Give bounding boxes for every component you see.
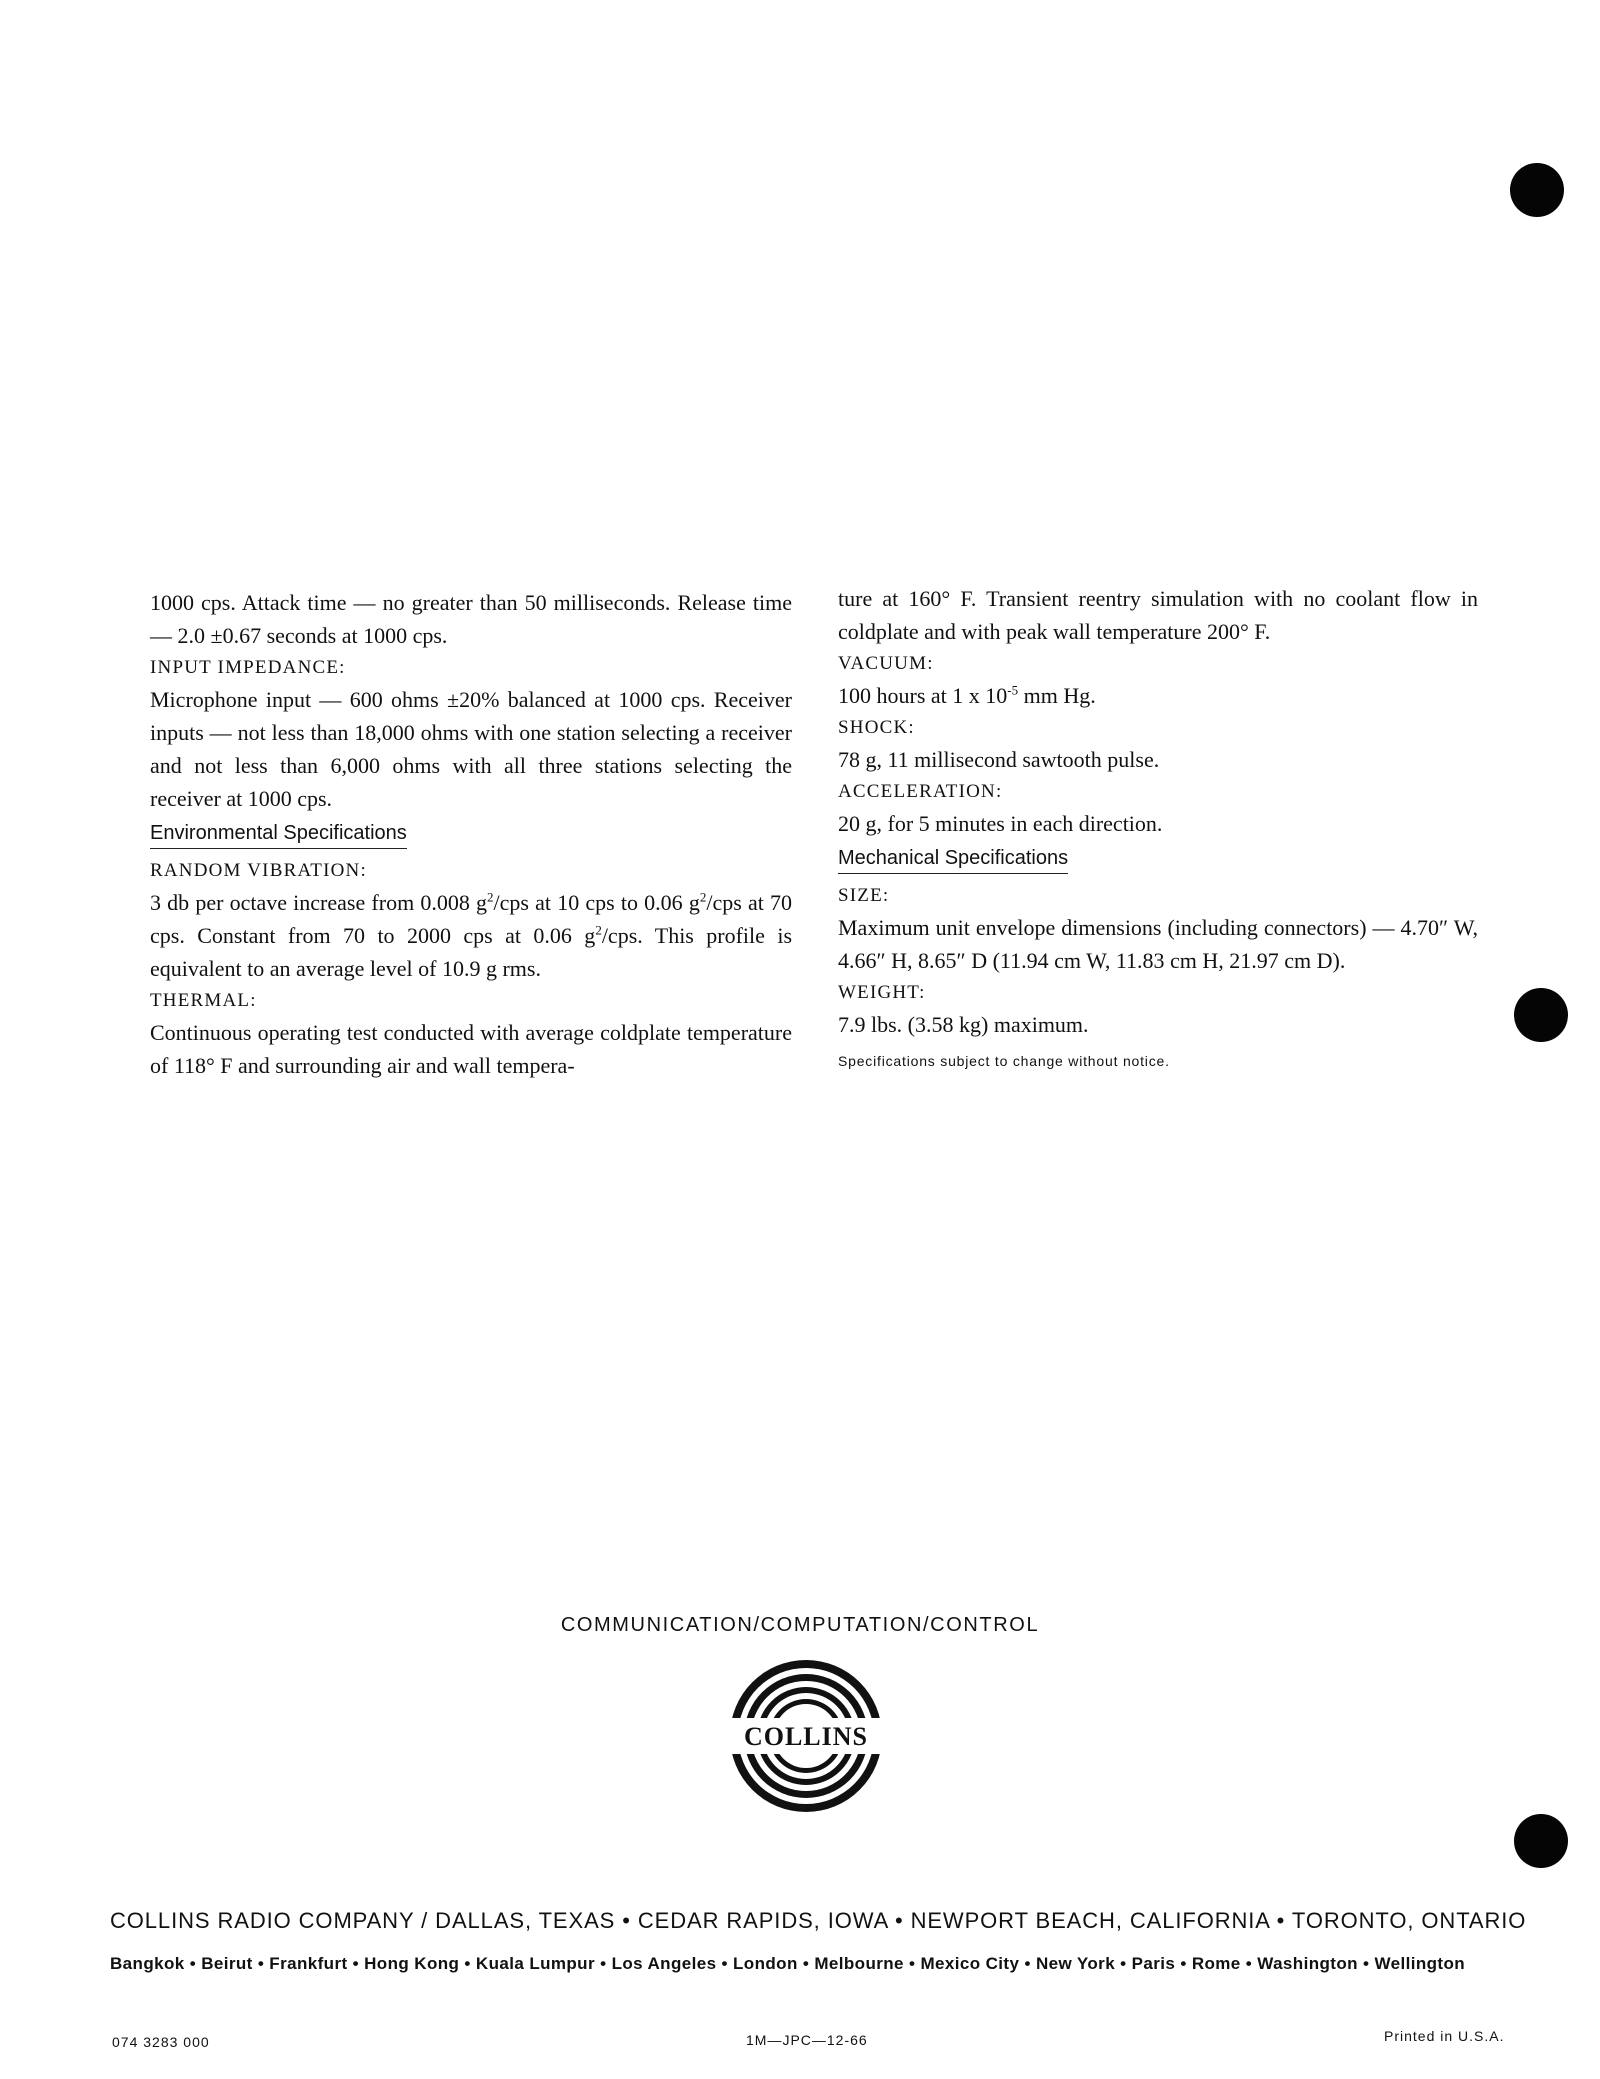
input-impedance-heading: INPUT IMPEDANCE: [150,657,346,678]
company-address-line: COLLINS RADIO COMPANY / DALLAS, TEXAS • CEDAR RAPIDS, IOWA • NEWPORT BEACH, CALIFORNIA • TORONTO, ONTARIO [110,1908,1527,1933]
input-impedance-paragraph: Microphone input — 600 ohms ±20% balanced at 1000 cps. Receiver inputs — not less than 18,000 ohms with one station selecting a receiver and not less than 6,000 ohms with all three stations selecting the receiver at 1000 cps. [150,687,792,811]
shock-heading: SHOCK: [838,717,915,738]
random-vibration-heading: RANDOM VIBRATION: [150,860,367,881]
specifications-notice: Specifications subject to change without notice. [838,1053,1170,1069]
weight-heading: WEIGHT: [838,982,926,1003]
printed-in: Printed in U.S.A. [1384,2028,1505,2044]
binder-hole-bottom [1514,1814,1568,1868]
size-heading: SIZE: [838,885,890,906]
thermal-continued-paragraph: ture at 160° F. Transient reentry simulation with no coolant flow in coldplate and with peak wall temperature 200° F. [838,586,1478,644]
collins-logo-text: COLLINS [743,1722,869,1751]
thermal-paragraph: Continuous operating test conducted with average coldplate temperature of 118° F and surrounding air and wall tempera- [150,1020,792,1078]
office-cities-line: Bangkok • Beirut • Frankfurt • Hong Kong • Kuala Lumpur • Los Angeles • London • Melbourne • Mexico City • New York • Paris • Rome • Washington • Wellington [110,1954,1466,1973]
random-vibration-paragraph: 3 db per octave increase from 0.008 $g^2$/cps at 10 cps to 0.06 $g^2$/cps at 70 cps. Constant from 70 to 2000 cps at 0.06 $g^2$/cps. This profile is equivalent to an average level of 10.9 g rms. [150,889,793,981]
shock-paragraph: 78 g, 11 millisecond sawtooth pulse. [838,747,1160,772]
vacuum-paragraph: 100 hours at 1 x $10^{-5}$ mm Hg. [838,682,1096,708]
collins-logo [726,1656,886,1816]
acceleration-heading: ACCELERATION: [838,781,1003,802]
company-tagline: COMMUNICATION/COMPUTATION/CONTROL [560,1614,1040,1636]
vacuum-heading: VACUUM: [838,653,934,674]
release-time-paragraph: 1000 cps. Attack time — no greater than 50 milliseconds. Release time — 2.0 ±0.67 seconds at 1000 cps. [150,590,792,648]
document-number: 074 3283 000 [112,2034,210,2050]
right-column [838,582,1478,1078]
left-column [150,586,792,1082]
mechanical-specifications-heading: Mechanical Specifications [838,843,1068,874]
environmental-specifications-heading: Environmental Specifications [150,818,407,849]
binder-hole-middle [1514,988,1568,1042]
acceleration-paragraph: 20 g, for 5 minutes in each direction. [838,811,1163,836]
print-code: 1M—JPC—12-66 [746,2032,868,2048]
weight-paragraph: 7.9 lbs. (3.58 kg) maximum. [838,1012,1089,1037]
thermal-heading: THERMAL: [150,990,257,1011]
size-paragraph: Maximum unit envelope dimensions (including connectors) — 4.70″ W, 4.66″ H, 8.65″ D (11.94 cm W, 11.83 cm H, 21.97 cm D). [838,915,1478,973]
binder-hole-top [1510,163,1564,217]
